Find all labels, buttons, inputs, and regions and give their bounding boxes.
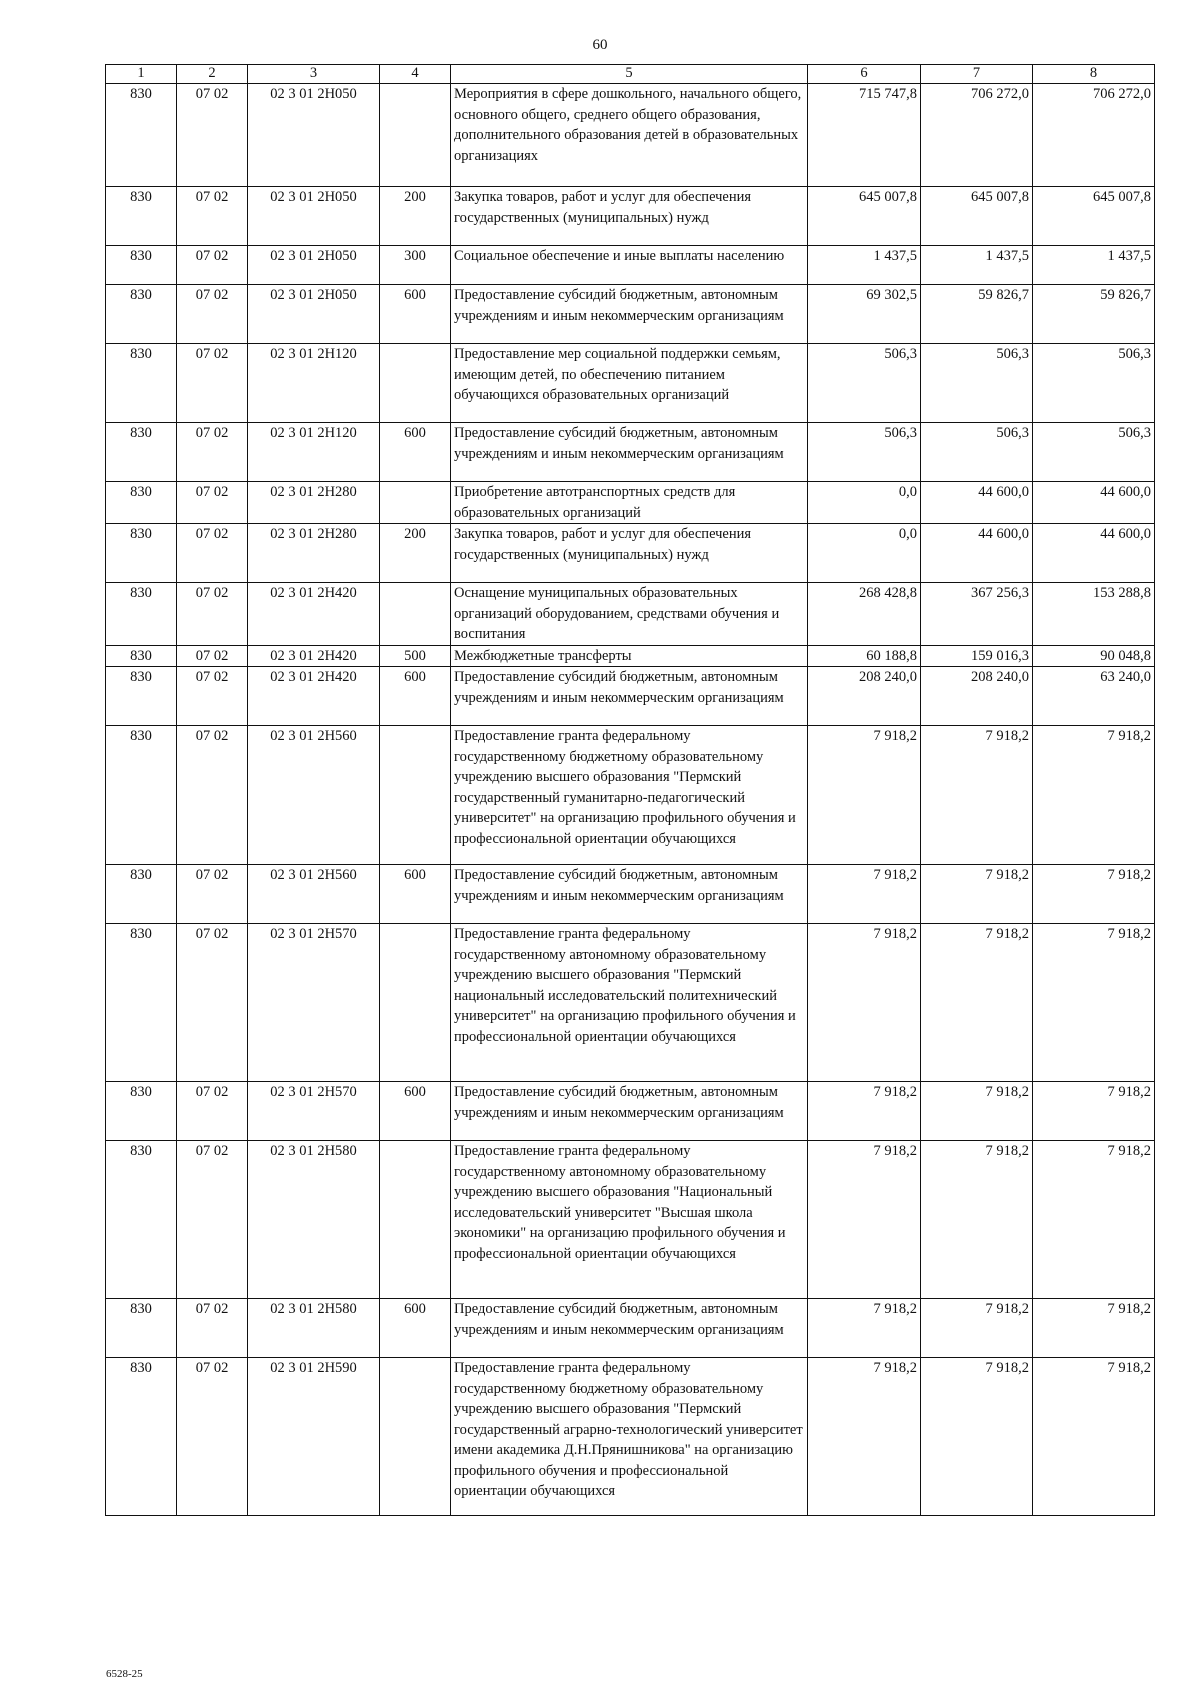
cell-amount-year2: 506,3 [921,344,1033,423]
table-row [106,482,1155,524]
cell-description: Закупка товаров, работ и услуг для обеспечения государственных (муниципальных) нужд [451,187,808,246]
cell-amount-year3: 59 826,7 [1033,285,1155,344]
cell-ministry-code: 830 [106,482,177,524]
cell-amount-year3: 7 918,2 [1033,726,1155,865]
cell-amount-year2: 59 826,7 [921,285,1033,344]
cell-section-code: 07 02 [177,84,248,187]
cell-description: Предоставление гранта федеральному государственному автономному образовательному учреждению высшего образования "Пермский национальный исследовательский политехнический университет" на организацию профильного обучения и профессиональной ориентации обучающихся [451,924,808,1082]
cell-amount-year1: 0,0 [808,524,921,583]
table-row [106,645,1155,667]
cell-description: Предоставление субсидий бюджетным, автономным учреждениям и иным некоммерческим организациям [451,423,808,482]
cell-expense-type [380,1358,451,1516]
table-row [106,246,1155,285]
cell-ministry-code: 830 [106,423,177,482]
cell-amount-year3: 7 918,2 [1033,1299,1155,1358]
cell-description: Предоставление гранта федеральному государственному автономному образовательному учреждению высшего образования "Национальный исследовательский университет "Высшая школа экономики" на организацию профильного обучения и профессиональной ориентации обучающихся [451,1141,808,1299]
cell-target-article: 02 3 01 2Н280 [248,482,380,524]
cell-ministry-code: 830 [106,187,177,246]
cell-amount-year2: 7 918,2 [921,865,1033,924]
cell-amount-year2: 159 016,3 [921,645,1033,667]
cell-amount-year1: 645 007,8 [808,187,921,246]
cell-expense-type: 300 [380,246,451,285]
cell-amount-year2: 7 918,2 [921,1358,1033,1516]
cell-target-article: 02 3 01 2Н120 [248,423,380,482]
cell-section-code: 07 02 [177,1082,248,1141]
cell-amount-year1: 506,3 [808,423,921,482]
cell-target-article: 02 3 01 2Н590 [248,1358,380,1516]
cell-amount-year3: 645 007,8 [1033,187,1155,246]
page-number: 60 [592,37,608,53]
cell-expense-type [380,583,451,646]
cell-amount-year2: 44 600,0 [921,524,1033,583]
cell-expense-type [380,84,451,187]
cell-section-code: 07 02 [177,1299,248,1358]
table-row [106,924,1155,1082]
cell-amount-year3: 7 918,2 [1033,924,1155,1082]
cell-ministry-code: 830 [106,1358,177,1516]
cell-section-code: 07 02 [177,667,248,726]
cell-expense-type: 600 [380,1082,451,1141]
col-header-4: 4 [380,65,451,84]
cell-amount-year2: 208 240,0 [921,667,1033,726]
cell-description: Предоставление субсидий бюджетным, автономным учреждениям и иным некоммерческим организациям [451,1082,808,1141]
cell-amount-year1: 7 918,2 [808,924,921,1082]
cell-amount-year1: 715 747,8 [808,84,921,187]
cell-amount-year1: 1 437,5 [808,246,921,285]
cell-amount-year3: 7 918,2 [1033,1141,1155,1299]
cell-ministry-code: 830 [106,1141,177,1299]
cell-amount-year1: 7 918,2 [808,865,921,924]
col-header-8: 8 [1033,65,1155,84]
cell-section-code: 07 02 [177,924,248,1082]
table-row [106,524,1155,583]
cell-section-code: 07 02 [177,645,248,667]
cell-expense-type [380,924,451,1082]
cell-target-article: 02 3 01 2Н280 [248,524,380,583]
cell-section-code: 07 02 [177,285,248,344]
budget-table [105,64,1155,1516]
cell-section-code: 07 02 [177,187,248,246]
cell-target-article: 02 3 01 2Н560 [248,726,380,865]
table-row [106,667,1155,726]
cell-amount-year2: 706 272,0 [921,84,1033,187]
cell-expense-type: 600 [380,1299,451,1358]
cell-section-code: 07 02 [177,865,248,924]
cell-expense-type: 200 [380,187,451,246]
cell-amount-year3: 7 918,2 [1033,865,1155,924]
cell-amount-year3: 706 272,0 [1033,84,1155,187]
document-code: 6528-25 [106,1668,143,1680]
cell-expense-type [380,1141,451,1299]
cell-target-article: 02 3 01 2Н050 [248,187,380,246]
cell-amount-year3: 44 600,0 [1033,482,1155,524]
cell-description: Социальное обеспечение и иные выплаты населению [451,246,808,285]
table-row [106,344,1155,423]
cell-amount-year3: 90 048,8 [1033,645,1155,667]
cell-ministry-code: 830 [106,344,177,423]
cell-description: Предоставление мер социальной поддержки семьям, имеющим детей, по обеспечению питанием обучающихся образовательных организаций [451,344,808,423]
cell-amount-year1: 7 918,2 [808,1358,921,1516]
cell-target-article: 02 3 01 2Н420 [248,667,380,726]
cell-description: Межбюджетные трансферты [451,645,808,667]
cell-section-code: 07 02 [177,246,248,285]
cell-amount-year3: 63 240,0 [1033,667,1155,726]
cell-target-article: 02 3 01 2Н050 [248,285,380,344]
cell-description: Оснащение муниципальных образовательных организаций оборудованием, средствами обучения и воспитания [451,583,808,646]
cell-ministry-code: 830 [106,924,177,1082]
cell-description: Предоставление субсидий бюджетным, автономным учреждениям и иным некоммерческим организациям [451,285,808,344]
col-header-7: 7 [921,65,1033,84]
cell-expense-type: 600 [380,865,451,924]
cell-amount-year2: 506,3 [921,423,1033,482]
cell-section-code: 07 02 [177,482,248,524]
cell-target-article: 02 3 01 2Н570 [248,924,380,1082]
cell-amount-year3: 7 918,2 [1033,1358,1155,1516]
cell-description: Закупка товаров, работ и услуг для обеспечения государственных (муниципальных) нужд [451,524,808,583]
table-row [106,1299,1155,1358]
cell-amount-year1: 0,0 [808,482,921,524]
cell-amount-year3: 44 600,0 [1033,524,1155,583]
cell-amount-year1: 7 918,2 [808,1082,921,1141]
cell-amount-year2: 7 918,2 [921,726,1033,865]
cell-amount-year1: 7 918,2 [808,1141,921,1299]
cell-amount-year3: 1 437,5 [1033,246,1155,285]
cell-ministry-code: 830 [106,667,177,726]
budget-table-body [106,84,1155,1516]
cell-ministry-code: 830 [106,726,177,865]
cell-target-article: 02 3 01 2Н050 [248,84,380,187]
cell-ministry-code: 830 [106,645,177,667]
cell-amount-year3: 506,3 [1033,344,1155,423]
cell-description: Предоставление субсидий бюджетным, автономным учреждениям и иным некоммерческим организациям [451,667,808,726]
cell-amount-year1: 506,3 [808,344,921,423]
cell-expense-type: 500 [380,645,451,667]
cell-amount-year2: 44 600,0 [921,482,1033,524]
col-header-6: 6 [808,65,921,84]
table-row [106,423,1155,482]
table-row [106,285,1155,344]
col-header-1: 1 [106,65,177,84]
cell-description: Приобретение автотранспортных средств для образовательных организаций [451,482,808,524]
table-row [106,865,1155,924]
header-row [106,65,1155,84]
cell-amount-year2: 7 918,2 [921,924,1033,1082]
cell-ministry-code: 830 [106,524,177,583]
cell-target-article: 02 3 01 2Н570 [248,1082,380,1141]
cell-ministry-code: 830 [106,865,177,924]
cell-amount-year2: 7 918,2 [921,1299,1033,1358]
table-row [106,1082,1155,1141]
cell-target-article: 02 3 01 2Н560 [248,865,380,924]
cell-description: Предоставление гранта федеральному государственному бюджетному образовательному учреждению высшего образования "Пермский государственный гуманитарно-педагогический университет" на организацию профильного обучения и профессиональной ориентации обучающихся [451,726,808,865]
cell-amount-year3: 7 918,2 [1033,1082,1155,1141]
cell-description: Предоставление субсидий бюджетным, автономным учреждениям и иным некоммерческим организациям [451,865,808,924]
cell-ministry-code: 830 [106,246,177,285]
cell-amount-year2: 645 007,8 [921,187,1033,246]
cell-amount-year1: 208 240,0 [808,667,921,726]
cell-amount-year3: 506,3 [1033,423,1155,482]
cell-section-code: 07 02 [177,1358,248,1516]
cell-target-article: 02 3 01 2Н420 [248,583,380,646]
cell-amount-year1: 60 188,8 [808,645,921,667]
cell-amount-year1: 69 302,5 [808,285,921,344]
table-row [106,187,1155,246]
table-row [106,84,1155,187]
cell-amount-year1: 7 918,2 [808,1299,921,1358]
table-row [106,1358,1155,1516]
table-row [106,583,1155,646]
cell-amount-year2: 367 256,3 [921,583,1033,646]
cell-target-article: 02 3 01 2Н420 [248,645,380,667]
cell-description: Предоставление гранта федеральному государственному бюджетному образовательному учреждению высшего образования "Пермский государственный аграрно-технологический университет имени академика Д.Н.Прянишникова" на организацию профильного обучения и профессиональной ориентации обучающихся [451,1358,808,1516]
cell-ministry-code: 830 [106,583,177,646]
cell-section-code: 07 02 [177,423,248,482]
cell-ministry-code: 830 [106,1082,177,1141]
table-row [106,1141,1155,1299]
cell-amount-year2: 7 918,2 [921,1082,1033,1141]
cell-target-article: 02 3 01 2Н580 [248,1299,380,1358]
cell-amount-year1: 7 918,2 [808,726,921,865]
cell-section-code: 07 02 [177,726,248,865]
cell-expense-type: 200 [380,524,451,583]
cell-amount-year2: 1 437,5 [921,246,1033,285]
cell-expense-type [380,344,451,423]
cell-description: Мероприятия в сфере дошкольного, начального общего, основного общего, среднего общего образования, дополнительного образования детей в образовательных организациях [451,84,808,187]
cell-expense-type [380,482,451,524]
cell-section-code: 07 02 [177,524,248,583]
cell-expense-type: 600 [380,667,451,726]
cell-section-code: 07 02 [177,1141,248,1299]
cell-target-article: 02 3 01 2Н120 [248,344,380,423]
cell-expense-type: 600 [380,423,451,482]
cell-description: Предоставление субсидий бюджетным, автономным учреждениям и иным некоммерческим организациям [451,1299,808,1358]
cell-ministry-code: 830 [106,1299,177,1358]
col-header-3: 3 [248,65,380,84]
cell-expense-type [380,726,451,865]
cell-section-code: 07 02 [177,344,248,423]
cell-amount-year3: 153 288,8 [1033,583,1155,646]
cell-ministry-code: 830 [106,285,177,344]
col-header-5: 5 [451,65,808,84]
col-header-2: 2 [177,65,248,84]
cell-target-article: 02 3 01 2Н050 [248,246,380,285]
cell-ministry-code: 830 [106,84,177,187]
cell-amount-year1: 268 428,8 [808,583,921,646]
cell-target-article: 02 3 01 2Н580 [248,1141,380,1299]
cell-expense-type: 600 [380,285,451,344]
table-row [106,726,1155,865]
cell-section-code: 07 02 [177,583,248,646]
cell-amount-year2: 7 918,2 [921,1141,1033,1299]
